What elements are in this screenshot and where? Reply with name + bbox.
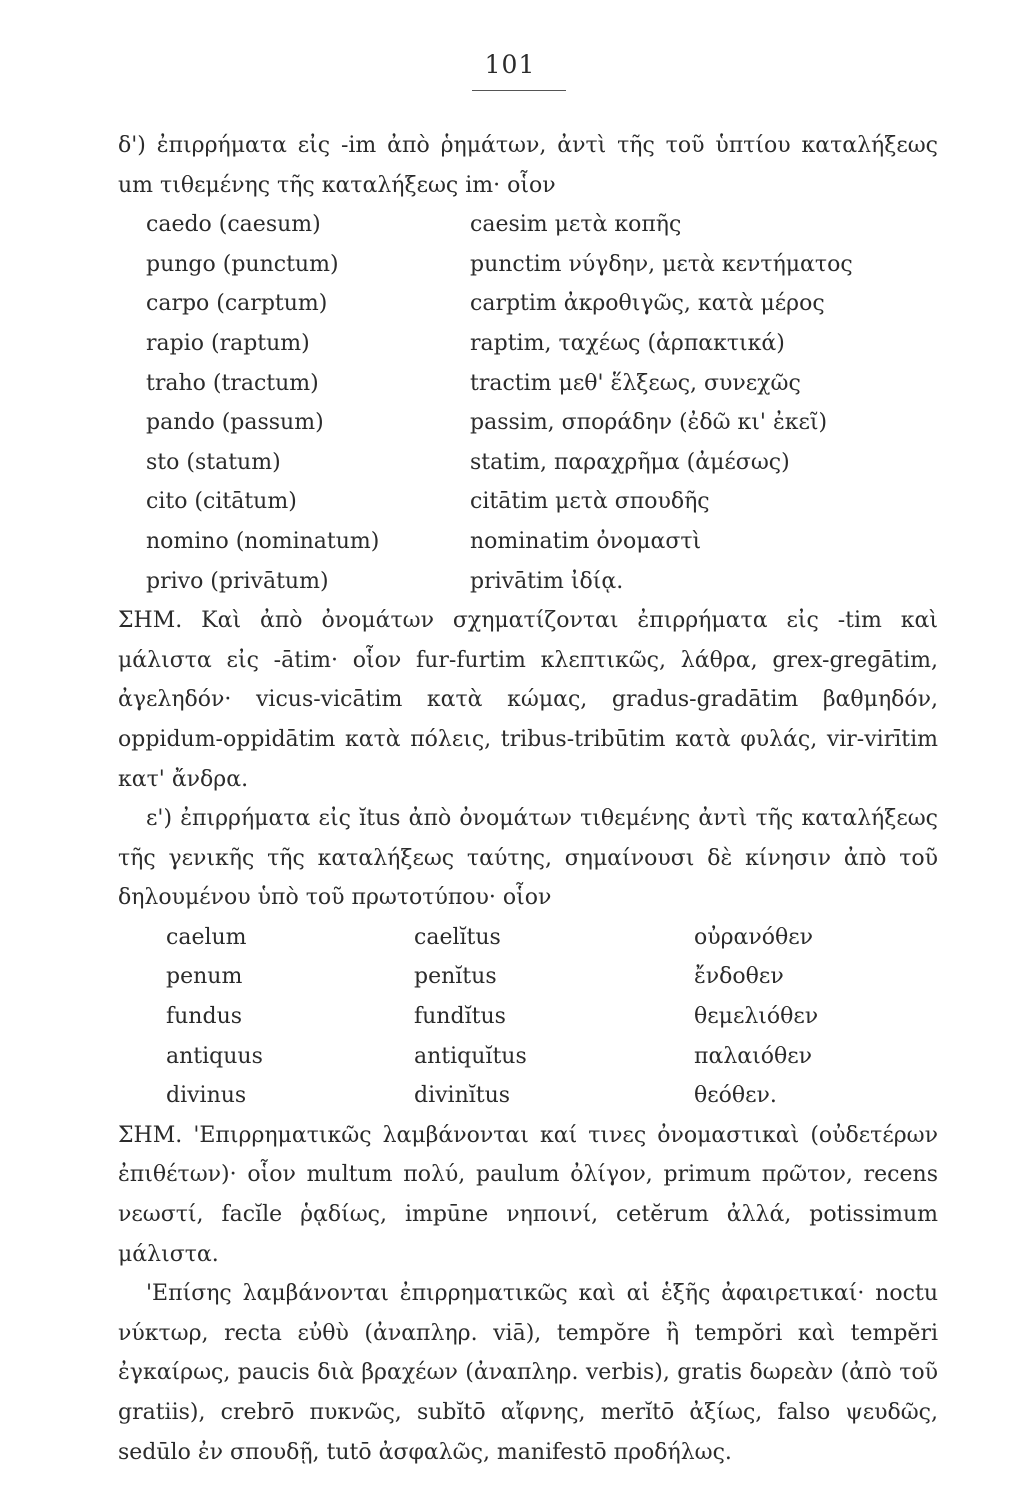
adverb-form: caelĭtus (414, 924, 501, 950)
verb-adverb-list (118, 205, 938, 601)
adverb-form: penĭtus (414, 964, 497, 990)
verb-form: pungo (punctum) (146, 251, 339, 277)
adverb-form: raptim, ταχέως (ἁρπακτικά) (470, 330, 785, 356)
noun-adverb-list (118, 918, 938, 1116)
noun-form: caelum (166, 924, 247, 950)
list-item (118, 522, 938, 562)
list-item (118, 284, 938, 324)
adverb-form: privātim ἰδίᾳ. (470, 568, 624, 594)
noun-form: antiquus (166, 1043, 263, 1069)
adverb-form: statim, παραχρῆμα (ἀμέσως) (470, 449, 790, 475)
greek-gloss: οὐρανόθεν (694, 924, 814, 950)
list-item (118, 957, 938, 997)
adverb-form: punctim νύγδην, μετὰ κεντήματος (470, 251, 853, 277)
verb-form: nomino (nominatum) (146, 528, 380, 554)
noun-form: fundus (166, 1004, 243, 1030)
verb-form: pando (passum) (146, 410, 324, 436)
verb-form: traho (tractum) (146, 370, 319, 396)
adverb-form: nominatim ὀνομαστὶ (470, 528, 702, 554)
adverb-form: fundĭtus (414, 1004, 506, 1030)
list-item (118, 403, 938, 443)
closing-paragraph: 'Επίσης λαμβάνονται ἐπιρρηματικῶς καὶ αἱ ἑξῆς ἀφαιρετικαί· noctu νύκτωρ, recta εὐθὺ (ἀναπληρ. viā), tempŏre ἢ tempŏri καὶ tempĕri ἐγκαίρως, paucis διὰ βραχέων (ἀναπληρ. verbis), gratis δωρεὰν (ἀπὸ τοῦ gratiis), crebrō πυκνῶς, subĭtō αἴφνης, merĭtō ἀξίως, falso ψευδῶς, sedūlo ἐν σπουδῇ, tutō ἀσφαλῶς, manifestō προδήλως. (118, 1281, 938, 1465)
section-e-intro: ε') ἐπιρρήματα εἰς ĭtus ἀπὸ ὀνομάτων τιθεμένης ἀντὶ τῆς καταλήξεως τῆς γενικῆς τῆς καταλήξεως ταύτης, σημαίνουσι δὲ κίνησιν ἀπὸ τοῦ δηλουμένου ὑπὸ τοῦ πρωτοτύπου· οἷον (118, 806, 938, 911)
list-item (118, 482, 938, 522)
adverb-form: antiquĭtus (414, 1043, 527, 1069)
noun-form: penum (166, 964, 243, 990)
adverb-form: carptim ἀκροθιγῶς, κατὰ μέρος (470, 291, 825, 317)
list-item (118, 364, 938, 404)
adverb-form: passim, σποράδην (ἐδῶ κι' ἐκεῖ) (470, 410, 828, 436)
greek-gloss: ἔνδοθεν (694, 964, 784, 990)
list-item (118, 918, 938, 958)
noun-form: divinus (166, 1083, 247, 1109)
adverb-form: citātim μετὰ σπουδῆς (470, 489, 710, 515)
greek-gloss: παλαιόθεν (694, 1043, 813, 1069)
verb-form: privo (privātum) (146, 568, 329, 594)
verb-form: caedo (caesum) (146, 212, 321, 238)
list-item (118, 997, 938, 1037)
section-d-note: ΣΗΜ. Καὶ ἀπὸ ὀνομάτων σχηματίζονται ἐπιρρήματα εἰς -tim καὶ μάλιστα εἰς -ātim· οἷον fur-furtim κλεπτικῶς, λάθρα, grex-gregātim, ἀγεληδόν· vicus-vicātim κατὰ κώμας, gradus-gradātim βαθμηδόν, oppidum-oppidātim κατὰ πόλεις, tribus-tribūtim κατὰ φυλάς, vir-virītim κατ' ἄνδρα. (118, 608, 938, 792)
verb-form: sto (statum) (146, 449, 281, 475)
verb-form: rapio (raptum) (146, 330, 310, 356)
greek-gloss: θεμελιόθεν (694, 1004, 819, 1030)
verb-form: cito (citātum) (146, 489, 297, 515)
list-item (118, 562, 938, 602)
list-item (118, 1076, 938, 1116)
body-text (118, 126, 938, 1472)
section-e-note: ΣΗΜ. 'Επιρρηματικῶς λαμβάνονται καί τινες ὀνομαστικαὶ (οὐδετέρων ἐπιθέτων)· οἷον multum πολύ, paulum ὀλίγον, primum πρῶτον, recens νεωστί, facĭle ῥᾳδίως, impūne νηποινί, cetĕrum ἀλλά, potissimum μάλιστα. (118, 1122, 938, 1267)
page-number-rule (472, 90, 566, 91)
list-item (118, 245, 938, 285)
list-item (118, 443, 938, 483)
page-number: 101 (484, 50, 536, 79)
section-d-intro: δ') ἐπιρρήματα εἰς -im ἀπὸ ῥημάτων, ἀντὶ τῆς τοῦ ὑπτίου καταλήξεως um τιθεμένης τῆς καταλήξεως im· οἷον (118, 133, 938, 198)
greek-gloss: θεόθεν. (694, 1083, 777, 1109)
list-item (118, 324, 938, 364)
list-item (118, 205, 938, 245)
adverb-form: tractim μεθ' ἕλξεως, συνεχῶς (470, 370, 801, 396)
adverb-form: divinĭtus (414, 1083, 511, 1109)
list-item (118, 1037, 938, 1077)
verb-form: carpo (carptum) (146, 291, 328, 317)
adverb-form: caesim μετὰ κοπῆς (470, 212, 682, 238)
